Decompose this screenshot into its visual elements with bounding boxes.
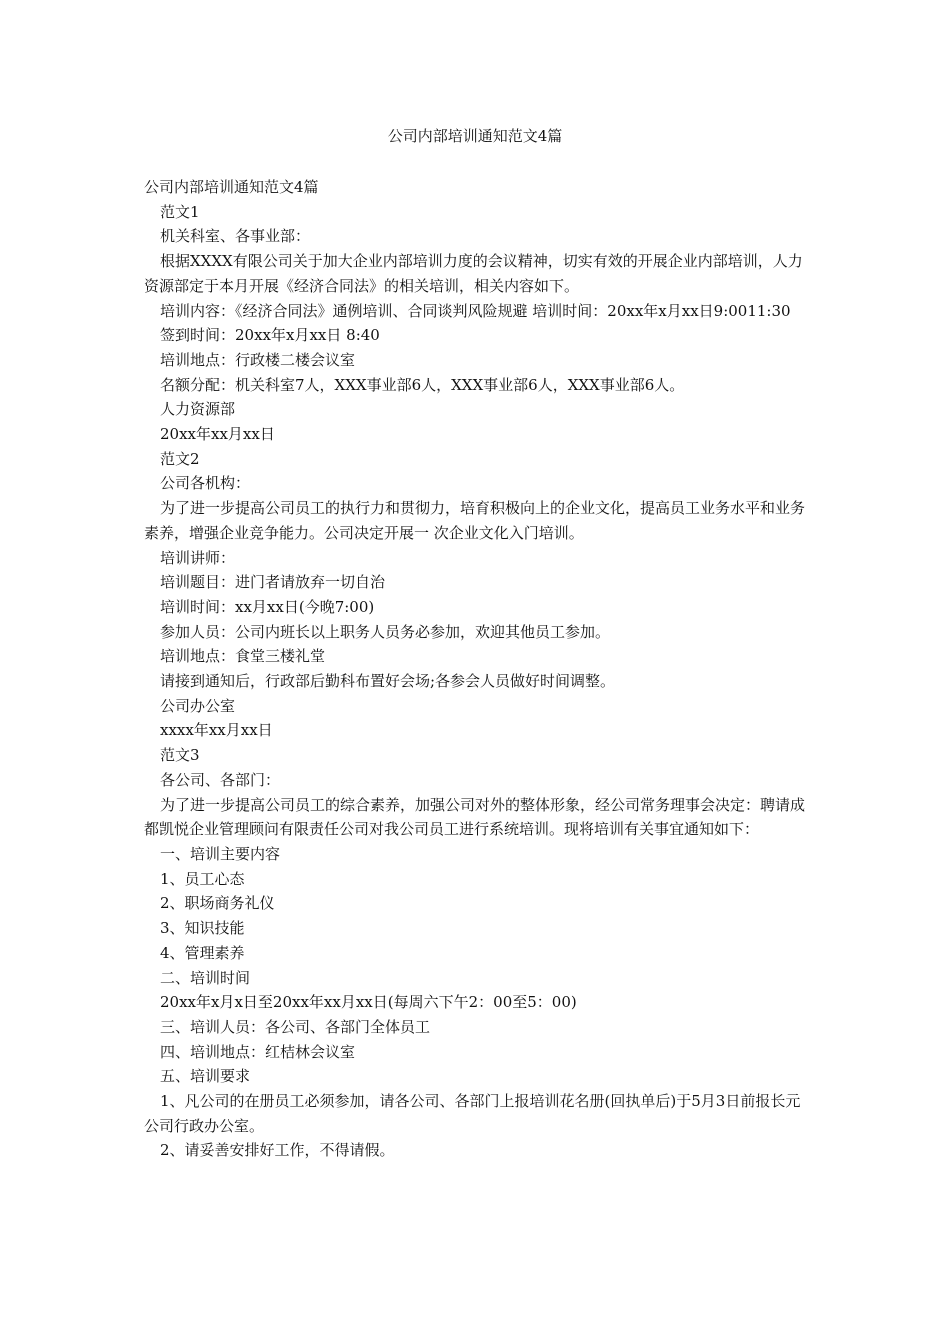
- paragraph: 公司各机构：: [160, 474, 251, 493]
- paragraph: 为了进一步提高公司员工的执行力和贯彻力，培育积极向上的企业文化，提高员工业务水平和业务素养，增强企业竞争能力。公司决定开展一 次企业文化入门培训。: [144, 499, 806, 542]
- paragraph: 公司办公室: [160, 696, 236, 715]
- paragraph: 1、员工心态: [160, 869, 245, 888]
- paragraph: 各公司、各部门：: [160, 770, 281, 789]
- paragraph: 培训讲师：: [160, 548, 236, 567]
- paragraph: 范文3: [160, 746, 200, 765]
- paragraph: 签到时间：20xx年x月xx日 8:40: [160, 326, 380, 345]
- paragraph: 1、凡公司的在册员工必须参加，请各公司、各部门上报培训花名册(回执单后)于5月3日前报长元公司行政办公室。: [144, 1092, 801, 1135]
- paragraph: xxxx年xx月xx日: [160, 721, 273, 740]
- paragraph: 2、请妥善安排好工作，不得请假。: [160, 1141, 395, 1160]
- paragraph: 2、职场商务礼仪: [160, 894, 275, 913]
- paragraph: 机关科室、各事业部：: [160, 227, 311, 246]
- paragraph: 培训题目：进门者请放弃一切自治: [160, 573, 386, 592]
- paragraph: 20xx年xx月xx日: [160, 425, 275, 444]
- document-body: [144, 175, 806, 1163]
- paragraph: 培训地点：食堂三楼礼堂: [160, 647, 326, 666]
- paragraph: 名额分配：机关科室7人，XXX事业部6人，XXX事业部6人，XXX事业部6人。: [160, 375, 685, 394]
- paragraph: 请接到通知后，行政部后勤科布置好会场;各参会人员做好时间调整。: [160, 672, 616, 691]
- paragraph: 三、培训人员：各公司、各部门全体员工: [160, 1017, 431, 1036]
- paragraph: 4、管理素养: [160, 943, 245, 962]
- paragraph: 培训地点：行政楼二楼会议室: [160, 350, 356, 369]
- paragraph: 3、知识技能: [160, 919, 245, 938]
- paragraph: 培训内容：《经济合同法》通例培训、合同谈判风险规避 培训时间：20xx年x月xx日9:0011:30: [160, 301, 791, 320]
- paragraph: 范文2: [160, 449, 200, 468]
- paragraph: 二、培训时间: [160, 968, 251, 987]
- paragraph: 一、培训主要内容: [160, 844, 281, 863]
- paragraph: 参加人员：公司内班长以上职务人员务必参加，欢迎其他员工参加。: [160, 622, 611, 641]
- paragraph: 人力资源部: [160, 400, 236, 419]
- paragraph: 公司内部培训通知范文4篇: [144, 178, 319, 196]
- paragraph: 范文1: [160, 202, 200, 221]
- page-title: 公司内部培训通知范文4篇: [387, 127, 563, 145]
- paragraph: 四、培训地点：红桔林会议室: [160, 1042, 356, 1061]
- paragraph: 培训时间：xx月xx日(今晚7:00): [160, 597, 375, 616]
- paragraph: 20xx年x月x日至20xx年xx月xx日(每周六下午2：00至5：00): [160, 993, 577, 1012]
- paragraph: 五、培训要求: [160, 1067, 251, 1086]
- paragraph: 根据XXXX有限公司关于加大企业内部培训力度的会议精神，切实有效的开展企业内部培训，人力资源部定于本月开展《经济合同法》的相关培训，相关内容如下。: [144, 252, 803, 295]
- paragraph: 为了进一步提高公司员工的综合素养，加强公司对外的整体形象，经公司常务理事会决定：聘请成都凯悦企业管理顾问有限责任公司对我公司员工进行系统培训。现将培训有关事宜通知如下：: [144, 795, 806, 839]
